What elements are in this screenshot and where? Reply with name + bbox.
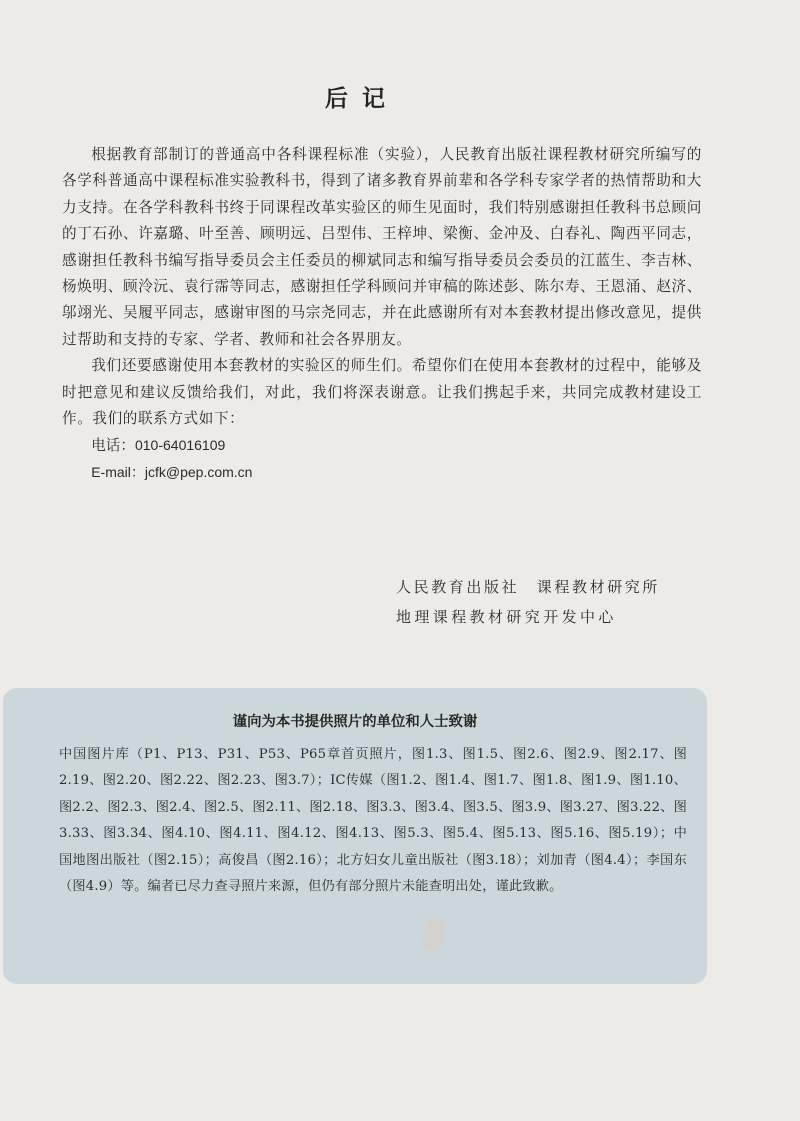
page-title: 后记 <box>325 86 399 112</box>
signature-center: 地理课程教材研究开发中心 <box>396 608 617 626</box>
photo-credits-title: 谨向为本书提供照片的单位和人士致谢 <box>232 714 478 730</box>
photo-credits-box <box>3 688 707 984</box>
contact-phone <box>62 432 702 459</box>
paragraph-acknowledgements: 根据教育部制订的普通高中各科课程标准（实验），人民教育出版社课程教材研究所编写的各学科普通高中课程标准实验教科书，得到了诸多教育界前辈和各学科专家学者的热情帮助和大力支持。在各学科教科书终于同课程改革实验区的师生见面时，我们特别感谢担任教科书总顾问的丁石孙、许嘉璐、叶至善、顾明远、吕型伟、王梓坤、梁衡、金冲及、白春礼、陶西平同志，感谢担任教科书编写指导委员会主任委员的柳斌同志和编写指导委员会委员的江蓝生、李吉林、杨焕明、顾泠沅、袁行霈等同志，感谢担任学科顾问并审稿的陈述彭、陈尔寿、王恩涌、赵济、邬翊光、吴履平同志，感谢审图的马宗尧同志，并在此感谢所有对本套教材提出修改意见，提供过帮助和支持的专家、学者、教师和社会各界朋友。 <box>62 146 702 348</box>
signature-publisher: 人民教育出版社 课程教材研究所 <box>396 578 661 596</box>
contact-email <box>62 459 702 486</box>
photo-credits-text: 中国图片库（P1、P13、P31、P53、P65章首页照片，图1.3、图1.5、图2.6、图2.9、图2.17、图2.19、图2.20、图2.22、图2.23、图3.7）；IC传媒（图1.2、图1.4、图1.7、图1.8、图1.9、图1.10、图2.2、图2.3、图2.4、图2.5、图2.11、图2.18、图3.3、图3.4、图3.5、图3.9、图3.27、图3.22、图3.33、图3.34、图4.10、图4.11、图4.12、图4.13、图5.3、图5.4、图5.13、图5.16、图5.19）；中国地图出版社（图2.15）；高俊昌（图2.16）；北方妇女儿童出版社（图3.18）；刘加青（图4.4）；李国东（图4.9）等。编者已尽力查寻照片来源，但仍有部分照片未能查明出处，谨此致歉。 <box>59 747 687 895</box>
phone-label: 电话： <box>91 437 135 455</box>
afterword-body <box>62 142 702 486</box>
email-label: E-mail： <box>91 464 145 481</box>
phone-number: 010-64016109 <box>134 437 226 454</box>
email-address: jcfk@pep.com.cn <box>144 464 253 481</box>
paragraph-feedback: 我们还要感谢使用本套教材的实验区的师生们。希望你们在使用本套教材的过程中，能够及时把意见和建议反馈给我们，对此，我们将深表谢意。让我们携起手来，共同完成教材建设工作。我们的联系方式如下： <box>62 357 702 428</box>
